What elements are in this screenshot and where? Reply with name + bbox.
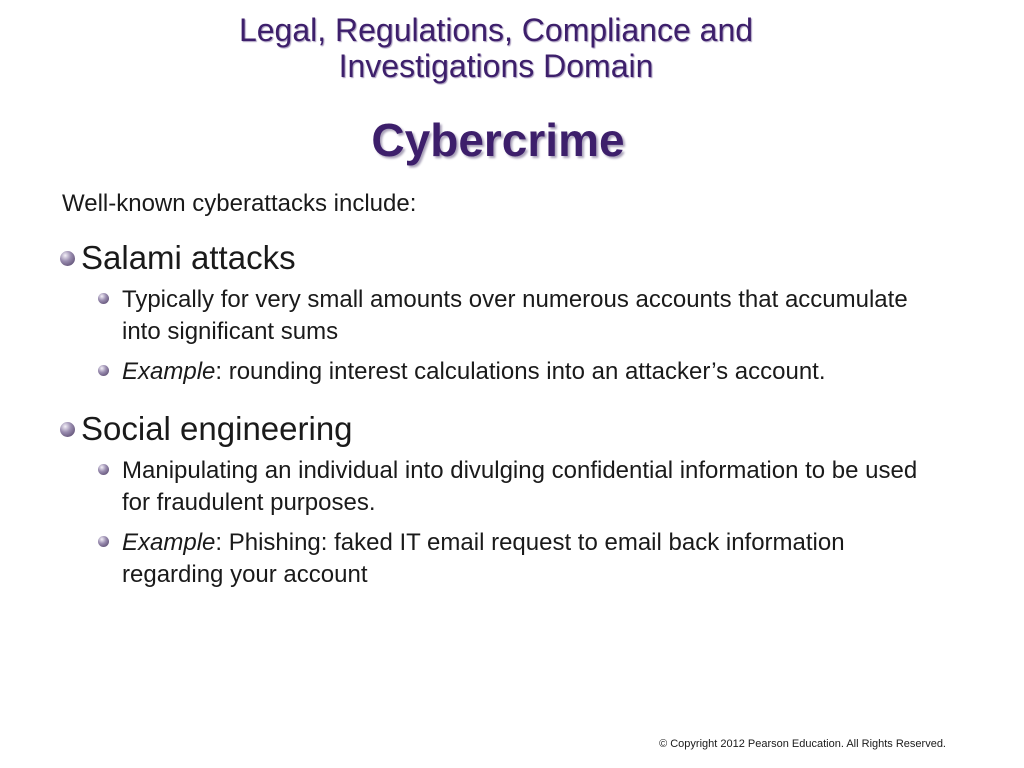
intro-text: Well-known cyberattacks include: bbox=[62, 190, 417, 217]
sub-bullet-list bbox=[98, 284, 948, 388]
bullet-icon bbox=[60, 422, 75, 437]
item-text: : Phishing: faked IT email request to email back information regarding your account bbox=[122, 529, 845, 588]
sub-bullet-icon bbox=[98, 536, 109, 547]
item-text: Typically for very small amounts over numerous accounts that accumulate into significant sums bbox=[122, 286, 908, 345]
sub-bullet-icon bbox=[98, 464, 109, 475]
domain-title bbox=[0, 12, 992, 84]
domain-title-line-2: Investigations Domain bbox=[338, 48, 654, 84]
list-item bbox=[98, 455, 948, 519]
sub-bullet-icon bbox=[98, 365, 109, 376]
section-heading bbox=[60, 409, 948, 449]
sub-bullet-icon bbox=[98, 293, 109, 304]
list-item bbox=[98, 527, 948, 591]
item-lead: Example bbox=[122, 358, 216, 385]
item-text: Manipulating an individual into divulging confidential information to be used for fraudulent purposes. bbox=[122, 457, 918, 516]
domain-title-line-1: Legal, Regulations, Compliance and bbox=[238, 12, 754, 48]
section-heading-text: Salami attacks bbox=[81, 239, 296, 276]
section-salami-attacks bbox=[60, 238, 948, 396]
list-item bbox=[98, 284, 948, 348]
item-lead: Example bbox=[122, 529, 216, 556]
slide-title: Cybercrime bbox=[371, 114, 625, 166]
section-social-engineering bbox=[60, 409, 948, 599]
item-text: : rounding interest calculations into an attacker’s account. bbox=[215, 358, 826, 385]
section-heading bbox=[60, 238, 948, 278]
copyright-footer: © Copyright 2012 Pearson Education. All Rights Reserved. bbox=[659, 738, 946, 750]
section-heading-text: Social engineering bbox=[81, 410, 353, 447]
bullet-icon bbox=[60, 251, 75, 266]
sub-bullet-list bbox=[98, 455, 948, 591]
list-item bbox=[98, 356, 948, 388]
